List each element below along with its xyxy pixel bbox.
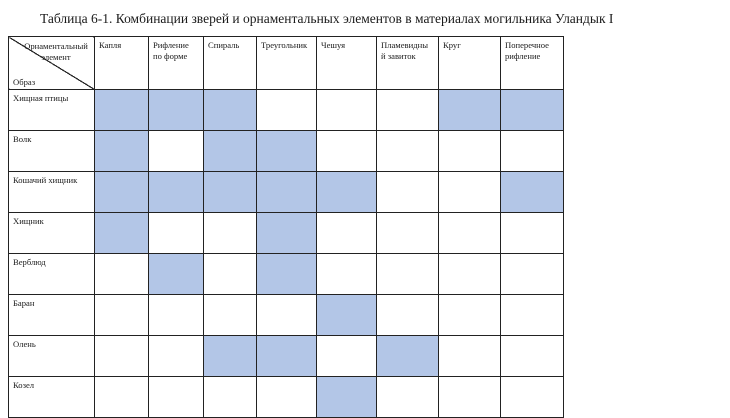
table-row xyxy=(9,213,564,254)
row-label: Олень xyxy=(9,336,95,377)
combination-cell-empty xyxy=(439,172,501,213)
table-row xyxy=(9,295,564,336)
combination-cell-filled xyxy=(501,172,564,213)
combination-cell-empty xyxy=(95,295,149,336)
combination-cell-empty xyxy=(501,213,564,254)
combination-cell-empty xyxy=(149,295,204,336)
column-header: Треугольник xyxy=(257,37,317,90)
combination-cell-filled xyxy=(95,131,149,172)
combination-cell-filled xyxy=(204,90,257,131)
combination-cell-filled xyxy=(95,213,149,254)
table-body xyxy=(9,90,564,418)
combination-cell-empty xyxy=(439,213,501,254)
table-row xyxy=(9,172,564,213)
combination-cell-filled xyxy=(257,336,317,377)
combination-cell-empty xyxy=(257,377,317,418)
corner-element-label: Орнаментальный элемент xyxy=(24,41,88,62)
column-header: Пламевидны й завиток xyxy=(377,37,439,90)
combination-cell-empty xyxy=(439,377,501,418)
combination-cell-empty xyxy=(204,254,257,295)
combination-cell-filled xyxy=(204,172,257,213)
combination-cell-empty xyxy=(439,131,501,172)
combination-cell-filled xyxy=(317,377,377,418)
table-row xyxy=(9,131,564,172)
combination-cell-filled xyxy=(257,172,317,213)
table-row xyxy=(9,254,564,295)
corner-image-label: Образ xyxy=(13,76,36,87)
combination-cell-empty xyxy=(377,172,439,213)
combination-cell-empty xyxy=(377,377,439,418)
column-header: Рифление по форме xyxy=(149,37,204,90)
table-row xyxy=(9,336,564,377)
column-header: Капля xyxy=(95,37,149,90)
combination-cell-empty xyxy=(501,295,564,336)
combination-cell-filled xyxy=(257,213,317,254)
combination-cell-filled xyxy=(149,90,204,131)
combination-cell-empty xyxy=(95,254,149,295)
combination-cell-empty xyxy=(501,131,564,172)
combination-cell-empty xyxy=(95,377,149,418)
combination-cell-filled xyxy=(501,90,564,131)
corner-header xyxy=(9,37,95,90)
combination-cell-empty xyxy=(257,295,317,336)
row-label: Волк xyxy=(9,131,95,172)
combination-cell-filled xyxy=(95,90,149,131)
combination-cell-empty xyxy=(149,336,204,377)
combination-cell-empty xyxy=(257,90,317,131)
combination-cell-empty xyxy=(439,336,501,377)
table-caption: Таблица 6-1. Комбинации зверей и орнаментальных элементов в материалах могильника Уландык I xyxy=(40,11,614,26)
combination-cell-empty xyxy=(377,131,439,172)
combination-cell-empty xyxy=(377,90,439,131)
combination-cell-filled xyxy=(257,254,317,295)
combination-cell-empty xyxy=(377,254,439,295)
row-label: Баран xyxy=(9,295,95,336)
column-header: Чешуя xyxy=(317,37,377,90)
row-label: Верблюд xyxy=(9,254,95,295)
combination-cell-filled xyxy=(149,254,204,295)
row-label: Козел xyxy=(9,377,95,418)
combination-cell-empty xyxy=(95,336,149,377)
combination-cell-empty xyxy=(317,90,377,131)
combination-cell-filled xyxy=(204,336,257,377)
column-header: Поперечное рифление xyxy=(501,37,564,90)
combination-cell-empty xyxy=(501,254,564,295)
combination-table xyxy=(8,36,564,418)
combination-cell-empty xyxy=(149,131,204,172)
combination-cell-empty xyxy=(439,295,501,336)
combination-cell-empty xyxy=(317,254,377,295)
combination-cell-filled xyxy=(204,131,257,172)
combination-cell-filled xyxy=(257,131,317,172)
column-header: Круг xyxy=(439,37,501,90)
combination-cell-empty xyxy=(501,336,564,377)
combination-cell-empty xyxy=(204,295,257,336)
combination-cell-empty xyxy=(501,377,564,418)
row-label: Хищник xyxy=(9,213,95,254)
row-label: Кошачий хищник xyxy=(9,172,95,213)
combination-cell-filled xyxy=(439,90,501,131)
header-row xyxy=(9,37,564,90)
row-label: Хищная птицы xyxy=(9,90,95,131)
combination-cell-empty xyxy=(377,295,439,336)
table-row xyxy=(9,377,564,418)
combination-cell-empty xyxy=(149,213,204,254)
column-header: Спираль xyxy=(204,37,257,90)
combination-cell-empty xyxy=(317,336,377,377)
combination-cell-filled xyxy=(317,295,377,336)
combination-cell-empty xyxy=(204,213,257,254)
combination-cell-empty xyxy=(204,377,257,418)
combination-cell-filled xyxy=(95,172,149,213)
combination-cell-empty xyxy=(149,377,204,418)
combination-cell-empty xyxy=(317,131,377,172)
combination-cell-empty xyxy=(317,213,377,254)
combination-cell-filled xyxy=(317,172,377,213)
table-row xyxy=(9,90,564,131)
combination-cell-empty xyxy=(377,213,439,254)
combination-cell-empty xyxy=(439,254,501,295)
combination-cell-filled xyxy=(149,172,204,213)
combination-cell-filled xyxy=(377,336,439,377)
